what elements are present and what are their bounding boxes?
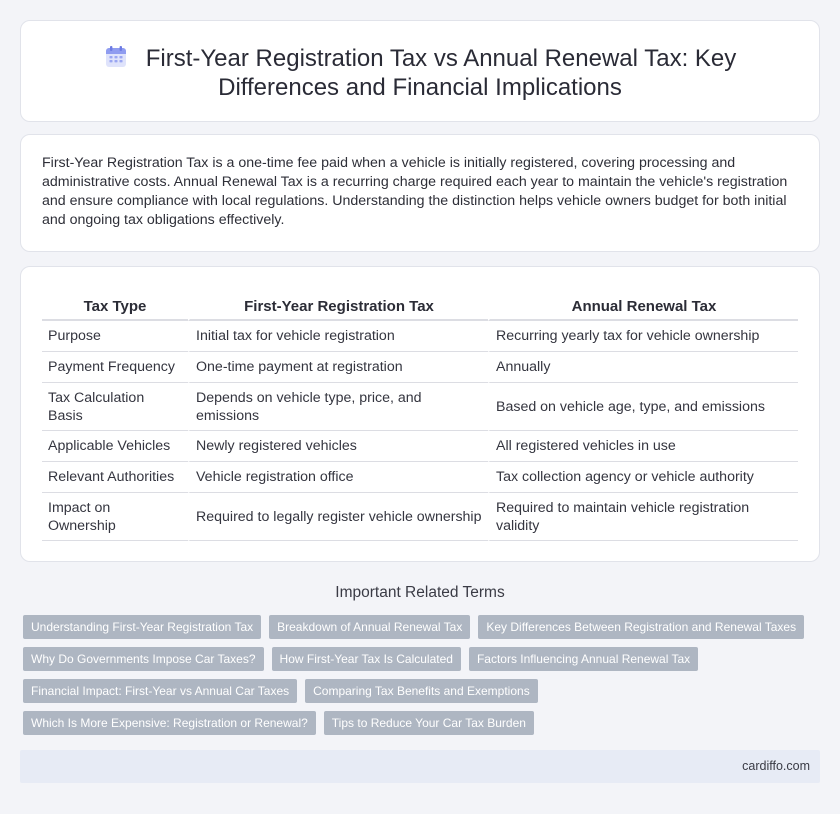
first-year-cell: Newly registered vehicles bbox=[188, 431, 488, 462]
related-term-chip[interactable]: Key Differences Between Registration and Renewal Taxes bbox=[478, 615, 804, 639]
annual-renewal-cell: Based on vehicle age, type, and emissions bbox=[488, 383, 798, 431]
chip-row bbox=[23, 615, 813, 639]
first-year-cell: Vehicle registration office bbox=[188, 462, 488, 493]
title-card bbox=[20, 20, 820, 122]
page-title: First-Year Registration Tax vs Annual Renewal Tax: Key Differences and Financial Implications bbox=[145, 45, 737, 101]
related-term-chip[interactable]: Breakdown of Annual Renewal Tax bbox=[269, 615, 470, 639]
related-term-chip[interactable]: How First-Year Tax Is Calculated bbox=[272, 647, 461, 671]
related-term-chip[interactable]: Understanding First-Year Registration Tax bbox=[23, 615, 261, 639]
calendar-icon bbox=[104, 45, 128, 69]
annual-renewal-cell: All registered vehicles in use bbox=[488, 431, 798, 462]
row-label: Purpose bbox=[42, 321, 188, 352]
table-row bbox=[42, 352, 798, 383]
header-annual-renewal: Annual Renewal Tax bbox=[488, 296, 798, 321]
first-year-cell: Depends on vehicle type, price, and emissions bbox=[188, 383, 488, 431]
chip-row bbox=[23, 711, 813, 735]
table-row bbox=[42, 321, 798, 352]
table-row bbox=[42, 493, 798, 541]
related-term-chip[interactable]: Why Do Governments Impose Car Taxes? bbox=[23, 647, 264, 671]
first-year-cell: Required to legally register vehicle ownership bbox=[188, 493, 488, 541]
annual-renewal-cell: Recurring yearly tax for vehicle ownership bbox=[488, 321, 798, 352]
table-row bbox=[42, 431, 798, 462]
footer-site-link[interactable]: cardiffo.com bbox=[742, 759, 810, 773]
related-term-chip[interactable]: Factors Influencing Annual Renewal Tax bbox=[469, 647, 698, 671]
first-year-cell: Initial tax for vehicle registration bbox=[188, 321, 488, 352]
header-first-year: First-Year Registration Tax bbox=[188, 296, 488, 321]
intro-card bbox=[20, 134, 820, 252]
related-term-chip[interactable]: Financial Impact: First-Year vs Annual Car Taxes bbox=[23, 679, 297, 703]
row-label: Relevant Authorities bbox=[42, 462, 188, 493]
related-term-chip[interactable]: Tips to Reduce Your Car Tax Burden bbox=[324, 711, 534, 735]
header-tax-type: Tax Type bbox=[42, 296, 188, 321]
comparison-table-card bbox=[20, 266, 820, 562]
row-label: Applicable Vehicles bbox=[42, 431, 188, 462]
annual-renewal-cell: Annually bbox=[488, 352, 798, 383]
related-terms-list bbox=[23, 615, 813, 743]
related-terms-title: Important Related Terms bbox=[335, 584, 505, 601]
first-year-cell: One-time payment at registration bbox=[188, 352, 488, 383]
table-row bbox=[42, 462, 798, 493]
row-label: Tax Calculation Basis bbox=[42, 383, 188, 431]
table-header-row bbox=[42, 296, 798, 321]
table-row bbox=[42, 383, 798, 431]
chip-row bbox=[23, 679, 813, 703]
intro-paragraph: First-Year Registration Tax is a one-time fee paid when a vehicle is initially registered, covering processing and administrative costs. Annual Renewal Tax is a recurring charge required each year to maintain the vehicle's registration and ensure compliance with local regulations. Understanding the distinction helps vehicle owners budget for both initial and ongoing tax obligations effectively. bbox=[42, 155, 788, 228]
row-label: Impact on Ownership bbox=[42, 493, 188, 541]
annual-renewal-cell: Tax collection agency or vehicle authority bbox=[488, 462, 798, 493]
row-label: Payment Frequency bbox=[42, 352, 188, 383]
comparison-table bbox=[42, 296, 798, 541]
footer bbox=[20, 750, 820, 783]
annual-renewal-cell: Required to maintain vehicle registration validity bbox=[488, 493, 798, 541]
related-term-chip[interactable]: Which Is More Expensive: Registration or Renewal? bbox=[23, 711, 316, 735]
related-term-chip[interactable]: Comparing Tax Benefits and Exemptions bbox=[305, 679, 538, 703]
title-wrap bbox=[21, 44, 819, 102]
chip-row bbox=[23, 647, 813, 671]
